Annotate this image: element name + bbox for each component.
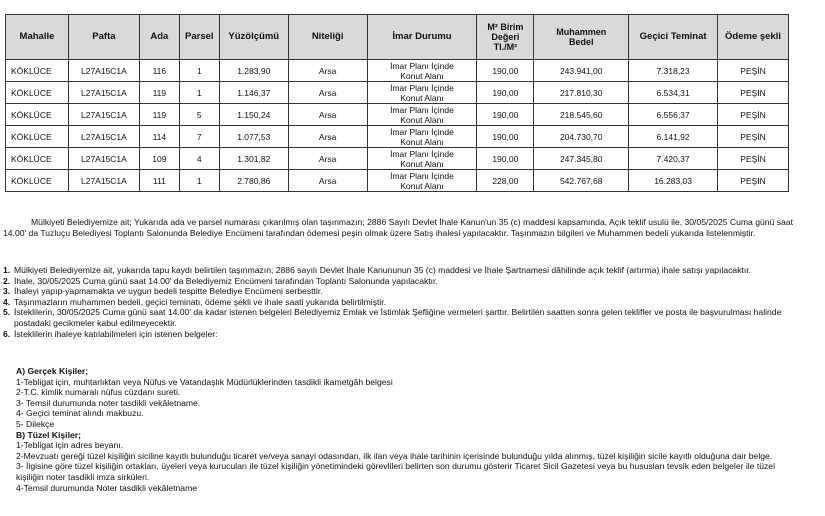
cell-birim: 228,00 [477, 170, 534, 192]
cell-niteligi: Arsa [288, 60, 367, 82]
item-text: İsteklilerin ihaleye katılabilmeleri için istenen belgeler: [14, 328, 218, 339]
cell-odeme: PEŞİN [718, 126, 789, 148]
cell-yuzolcumu: 1.146,37 [219, 82, 288, 104]
cell-teminat: 6.534,31 [629, 82, 718, 104]
cell-mahalle: KÖKLÜCE [6, 60, 69, 82]
cell-mahalle: KÖKLÜCE [6, 82, 69, 104]
header-birim-line3: Tl./M² [493, 42, 518, 52]
cell-birim: 190,00 [477, 104, 534, 126]
cell-mahalle: KÖKLÜCE [6, 148, 69, 170]
header-ada: Ada [139, 15, 179, 60]
list-item [3, 286, 793, 297]
cell-yuzolcumu: 1.301,82 [219, 148, 288, 170]
cell-imar [367, 104, 477, 126]
cell-odeme: PEŞİN [718, 60, 789, 82]
header-muhammen-line1: Muhammen [556, 27, 607, 37]
cell-muhammen: 542.767,68 [534, 170, 629, 192]
list-item [3, 297, 793, 308]
item-number: 4. [3, 296, 11, 307]
doc-item: 2-Mevzuatı gereği tüzel kişiliğin siciline kayıtlı bulunduğu ticaret ve/veya sanayi odasından, ilk ilan veya ihale tarihinin içerisinde bulunduğu yılda alınmış, tüzel kişiliğin sicile kayıtlı olduğuna dair belge. [16, 450, 773, 461]
item-number: 3. [3, 286, 11, 297]
cell-ada: 119 [139, 82, 179, 104]
header-imar: İmar Durumu [367, 15, 477, 60]
list-item [3, 307, 793, 328]
cell-niteligi: Arsa [288, 104, 367, 126]
cell-ada: 109 [139, 148, 179, 170]
cell-ada: 116 [139, 60, 179, 82]
header-odeme: Ödeme şekli [718, 15, 789, 60]
cell-imar [367, 82, 477, 104]
cell-parsel: 5 [179, 104, 219, 126]
cell-imar-line2: Konut Alanı [400, 114, 444, 125]
table-row [6, 104, 789, 126]
doc-item: 1-Tebligat için, muhtarlıktan veya Nüfus ve Vatandaşlık Müdürlüklerinden tasdikli ikametgâh belgesi [16, 376, 393, 387]
cell-imar-line1: İmar Planı İçinde [390, 60, 454, 71]
cell-imar-line2: Konut Alanı [400, 136, 444, 147]
cell-imar-line1: İmar Planı İçinde [390, 126, 454, 137]
list-item [3, 329, 793, 340]
header-teminat: Geçici Teminat [629, 15, 718, 60]
cell-odeme: PEŞİN [718, 104, 789, 126]
header-muhammen-line2: Bedel [568, 37, 594, 47]
item-number: 2. [3, 275, 11, 286]
cell-niteligi: Arsa [288, 82, 367, 104]
summary-paragraph [3, 217, 793, 239]
cell-niteligi: Arsa [288, 170, 367, 192]
cell-imar-line2: Konut Alanı [400, 70, 444, 81]
cell-niteligi: Arsa [288, 126, 367, 148]
cell-yuzolcumu: 1.283,90 [219, 60, 288, 82]
header-niteligi: Niteliği [288, 15, 367, 60]
cell-birim: 190,00 [477, 82, 534, 104]
cell-ada: 111 [139, 170, 179, 192]
table-row [6, 82, 789, 104]
item-number: 6. [3, 328, 11, 339]
cell-mahalle: KÖKLÜCE [6, 126, 69, 148]
cell-teminat: 7.420,37 [629, 148, 718, 170]
cell-birim: 190,00 [477, 148, 534, 170]
cell-pafta: L27A15C1A [68, 60, 139, 82]
summary-text: Mülkiyeti Belediyemize ait; Yukarıda ada ve parsel numarası çıkarılmış olan taşınmazın; 2886 Sayılı Devlet İhale Kanun'un 35 (c) maddesi kapsamında, Açık teklif usulü ile, 30/05/2025 Cuma günü saat 14.00' da Tuzluçu Belediyesi Toplantı Salonunda Belediye Encümeni tarafından ödemesi peşin olmak üzere Satış ihalesi yapılacaktır. Taşınmazın bilgileri ve Muhammen bedeli yukarıda listelenmiştir. [3, 217, 793, 238]
conditions-list [3, 265, 793, 339]
cell-imar-line1: İmar Planı İçinde [390, 148, 454, 159]
doc-item: 2-T.C. kimlik numaralı nüfus cüzdanı sureti. [16, 387, 181, 398]
cell-pafta: L27A15C1A [68, 126, 139, 148]
cell-teminat: 6.141,92 [629, 126, 718, 148]
header-muhammen [534, 15, 629, 60]
cell-muhammen: 247.345,80 [534, 148, 629, 170]
cell-muhammen: 217.810,30 [534, 82, 629, 104]
cell-ada: 119 [139, 104, 179, 126]
cell-imar-line1: İmar Planı İçinde [390, 170, 454, 181]
doc-item: 4-Temsil durumunda Noter tasdikli vekâletname [16, 482, 198, 493]
cell-parsel: 1 [179, 60, 219, 82]
item-text: İsteklilerin, 30/05/2025 Cuma günü saat 14.00' da kadar istenen belgeleri Belediyemiz Emlak ve İstimlak Şefliğine vermeleri şarttır. Belirtilen saatten sonra gelen teklifler ve posta ile başvurulması halinde postadaki gecikmeler kabul edilmeyecektir. [14, 307, 782, 328]
cell-odeme: PEŞİN [718, 170, 789, 192]
item-number: 1. [3, 265, 11, 275]
cell-mahalle: KÖKLÜCE [6, 104, 69, 126]
cell-pafta: L27A15C1A [68, 170, 139, 192]
table-row [6, 60, 789, 82]
cell-muhammen: 243.941,00 [534, 60, 629, 82]
cell-imar [367, 60, 477, 82]
table-row [6, 148, 789, 170]
list-item [3, 265, 793, 276]
cell-imar [367, 148, 477, 170]
required-documents [16, 366, 801, 493]
table-header-row [6, 15, 789, 60]
cell-parsel: 4 [179, 148, 219, 170]
item-text: Taşınmazların muhammen bedeli, geçici teminatı, ödeme şekli ve ihale saati yukarıda belirtilmiştir. [14, 296, 387, 307]
cell-odeme: PEŞİN [718, 82, 789, 104]
table-row [6, 170, 789, 192]
cell-yuzolcumu: 2.780,86 [219, 170, 288, 192]
cell-parsel: 7 [179, 126, 219, 148]
header-parsel: Parsel [179, 15, 219, 60]
cell-parsel: 1 [179, 82, 219, 104]
cell-pafta: L27A15C1A [68, 104, 139, 126]
cell-imar [367, 126, 477, 148]
cell-niteligi: Arsa [288, 148, 367, 170]
item-text: İhaleyi yapıp-yapmamakta ve uygun bedeli tespitte Belediye Encümeni serbesttir. [14, 286, 323, 297]
cell-imar-line2: Konut Alanı [400, 158, 444, 169]
doc-item: 5- Dilekçe [16, 418, 55, 429]
table-row [6, 126, 789, 148]
cell-muhammen: 218.545,60 [534, 104, 629, 126]
item-text: İhale, 30/05/2025 Cuma günü saat 14.00' da Belediyemiz Encümeni tarafından Toplantı Salonunda yapılacaktır. [14, 275, 438, 286]
doc-item: 4- Geçici teminat alındı makbuzu. [16, 408, 144, 419]
header-birim-line2: Değeri [491, 32, 520, 42]
cell-birim: 190,00 [477, 60, 534, 82]
header-birim-line1: M² Birim [487, 22, 524, 32]
header-yuzolcumu: Yüzölçümü [219, 15, 288, 60]
item-number: 5. [3, 307, 11, 318]
cell-imar [367, 170, 477, 192]
cell-yuzolcumu: 1.077,53 [219, 126, 288, 148]
cell-imar-line2: Konut Alanı [400, 180, 444, 191]
tuzel-kisiler-heading: B) Tüzel Kişiler; [16, 429, 81, 440]
cell-imar-line1: İmar Planı İçinde [390, 104, 454, 115]
doc-item: 3- İlgisine göre tüzel kişiliğin ortakları, üyeleri veya kurucuları ile tüzel kişiliğin yönetimindeki görevlileri belirten son durumu gösterir Ticaret Sicil Gazetesi veya bu hususları tevsik eden belgeler ile tüzel kişiliğin noter tasdikli imza sirküleri. [16, 461, 775, 482]
cell-teminat: 7.318,23 [629, 60, 718, 82]
header-pafta: Pafta [68, 15, 139, 60]
cell-ada: 114 [139, 126, 179, 148]
cell-muhammen: 204.730,70 [534, 126, 629, 148]
cell-teminat: 6.556,37 [629, 104, 718, 126]
cell-yuzolcumu: 1.150,24 [219, 104, 288, 126]
cell-odeme: PEŞİN [718, 148, 789, 170]
header-mahalle: Mahalle [6, 15, 69, 60]
doc-item: 1-Tebligat için adres beyanı. [16, 440, 124, 451]
list-item [3, 276, 793, 287]
gercek-kisiler-heading: A) Gerçek Kişiler; [16, 366, 89, 376]
cell-imar-line1: İmar Planı İçinde [390, 82, 454, 93]
cell-birim: 190,00 [477, 126, 534, 148]
item-text: Mülkiyeti Belediyemize ait, yukarıda tapu kaydı belirtilen taşınmazın; 2886 sayılı Devlet İhale Kanununun 35 (c) maddesi ve İhale Şartnamesi dâhilinde açık teklif (artırma) ihale satışı yapılacaktır. [14, 265, 752, 275]
doc-item: 3- Temsil durumunda noter tasdikli vekâletname. [16, 397, 201, 408]
cell-pafta: L27A15C1A [68, 148, 139, 170]
header-birim-degeri [477, 15, 534, 60]
cell-teminat: 16.283,03 [629, 170, 718, 192]
cell-parsel: 1 [179, 170, 219, 192]
tender-table [5, 14, 789, 192]
cell-imar-line2: Konut Alanı [400, 92, 444, 103]
cell-pafta: L27A15C1A [68, 82, 139, 104]
cell-mahalle: KÖKLÜCE [6, 170, 69, 192]
